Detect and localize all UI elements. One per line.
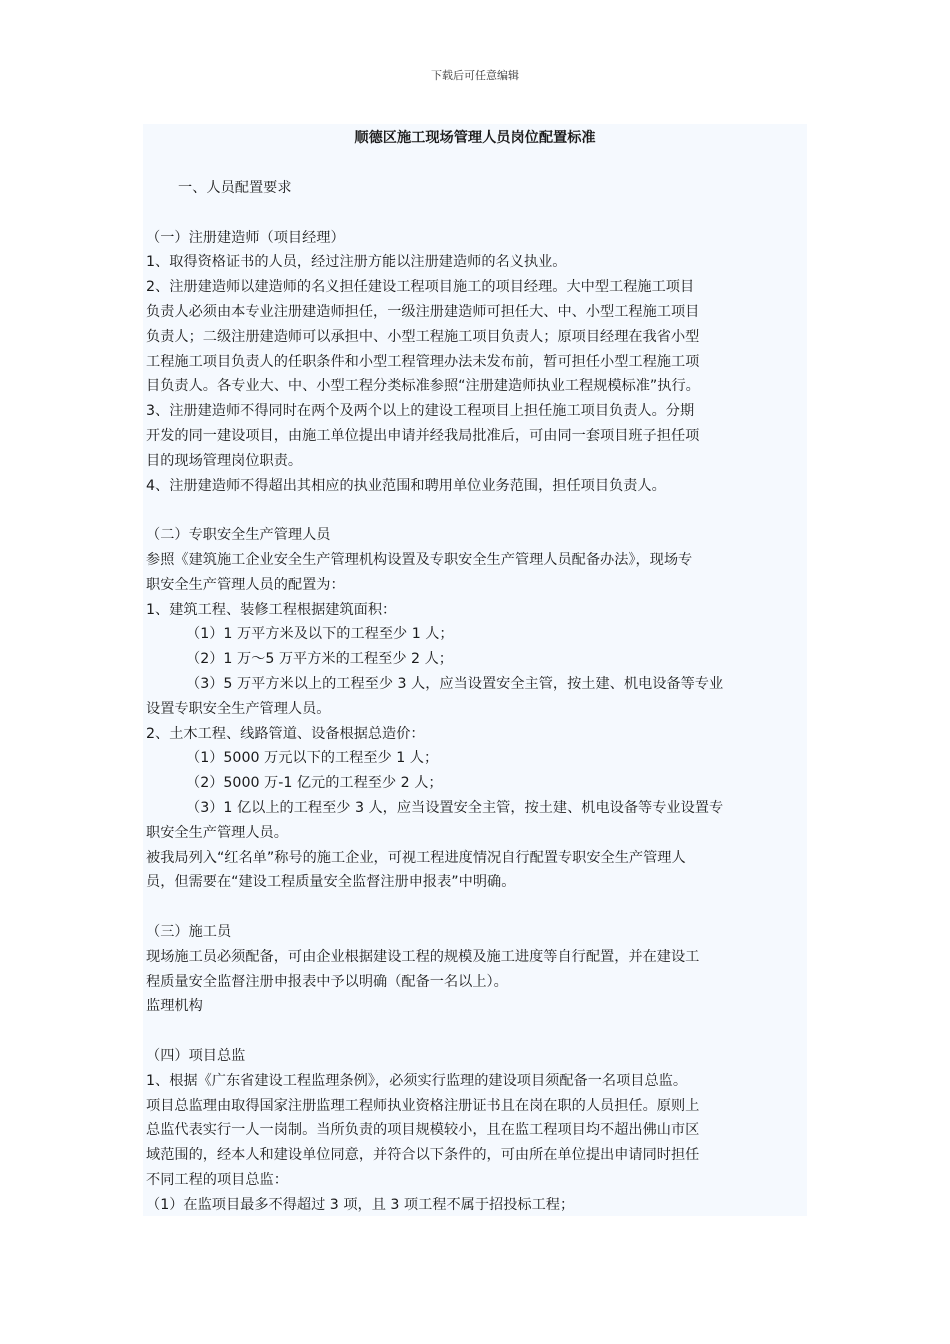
text-line: 域范围的，经本人和建设单位同意，并符合以下条件的，可由所在单位提出申请同时担任: [146, 1147, 700, 1164]
text-line: （一）注册建造师（项目经理）: [146, 229, 345, 246]
text-line: （2）1 万～5 万平方米的工程至少 2 人；: [186, 651, 453, 668]
text-line: 总监代表实行一人一岗制。当所负责的项目规模较小，且在监工程项目均不超出佛山市区: [146, 1122, 700, 1139]
text-line: 2、土木工程、线路管道、设备根据总造价：: [146, 725, 425, 742]
text-line: 一、人员配置要求: [178, 180, 292, 196]
text-line: 员，但需要在“建设工程质量安全监督注册申报表”中明确。: [146, 874, 516, 891]
text-line: 目负责人。各专业大、中、小型工程分类标准参照“注册建造师执业工程规模标准”执行。: [146, 378, 700, 395]
text-line: 监理机构: [146, 998, 203, 1015]
text-line: 1、建筑工程、装修工程根据建筑面积：: [146, 601, 397, 618]
text-line: 3、注册建造师不得同时在两个及两个以上的建设工程项目上担任施工项目负责人。分期: [146, 403, 695, 420]
text-line: 2、注册建造师以建造师的名义担任建设工程项目施工的项目经理。大中型工程施工项目: [146, 279, 695, 296]
text-line: 1、取得资格证书的人员，经过注册方能以注册建造师的名义执业。: [146, 254, 567, 271]
text-line: （1）5000 万元以下的工程至少 1 人；: [186, 750, 439, 767]
text-line: （2）5000 万-1 亿元的工程至少 2 人；: [186, 775, 443, 792]
document-body: [143, 124, 807, 1216]
text-line: 开发的同一建设项目，由施工单位提出申请并经我局批准后，可由同一套项目班子担任项: [146, 428, 700, 444]
document-title: 顺德区施工现场管理人员岗位配置标准: [354, 130, 596, 146]
text-line: （3）5 万平方米以上的工程至少 3 人，应当设置安全主管，按土建、机电设备等专业: [186, 676, 724, 692]
text-line: 负责人；二级注册建造师可以承担中、小型工程施工项目负责人；原项目经理在我省小型: [146, 328, 700, 345]
text-line: 工程施工项目负责人的任职条件和小型工程管理办法未发布前，暂可担任小型工程施工项: [146, 353, 700, 370]
text-line: 1、根据《广东省建设工程监理条例》，必须实行监理的建设项目须配备一名项目总监。: [146, 1072, 688, 1089]
text-line: 职安全生产管理人员。: [146, 824, 288, 841]
text-line: 参照《建筑施工企业安全生产管理机构设置及专职安全生产管理人员配备办法》，现场专: [146, 552, 693, 568]
text-line: （1）在监项目最多不得超过 3 项，且 3 项工程不属于招投标工程；: [146, 1196, 575, 1213]
page-header: 下载后可任意编辑: [431, 69, 519, 82]
text-line: 不同工程的项目总监：: [146, 1172, 288, 1188]
text-line: 程质量安全监督注册申报表中予以明确（配备一名以上）。: [146, 973, 508, 990]
text-line: （3）1 亿以上的工程至少 3 人，应当设置安全主管，按土建、机电设备等专业设置专: [186, 800, 724, 816]
text-line: （三）施工员: [146, 924, 232, 940]
text-line: 项目总监理由取得国家注册监理工程师执业资格注册证书且在岗在职的人员担任。原则上: [146, 1097, 700, 1114]
text-line: 4、注册建造师不得超出其相应的执业范围和聘用单位业务范围，担任项目负责人。: [146, 477, 666, 494]
text-line: （四）项目总监: [146, 1048, 246, 1064]
text-line: （1）1 万平方米及以下的工程至少 1 人；: [186, 626, 454, 643]
text-line: 负责人必须由本专业注册建造师担任，一级注册建造师可担任大、中、小型工程施工项目: [146, 304, 700, 320]
text-line: （二）专职安全生产管理人员: [146, 527, 331, 544]
text-line: 目的现场管理岗位职责。: [146, 452, 303, 469]
text-line: 被我局列入“红名单”称号的施工企业，可视工程进度情况自行配置专职安全生产管理人: [146, 849, 686, 866]
text-line: 现场施工员必须配备，可由企业根据建设工程的规模及施工进度等自行配置，并在建设工: [146, 948, 700, 965]
text-line: 设置专职安全生产管理人员。: [146, 700, 331, 717]
text-line: 职安全生产管理人员的配置为：: [146, 576, 345, 593]
